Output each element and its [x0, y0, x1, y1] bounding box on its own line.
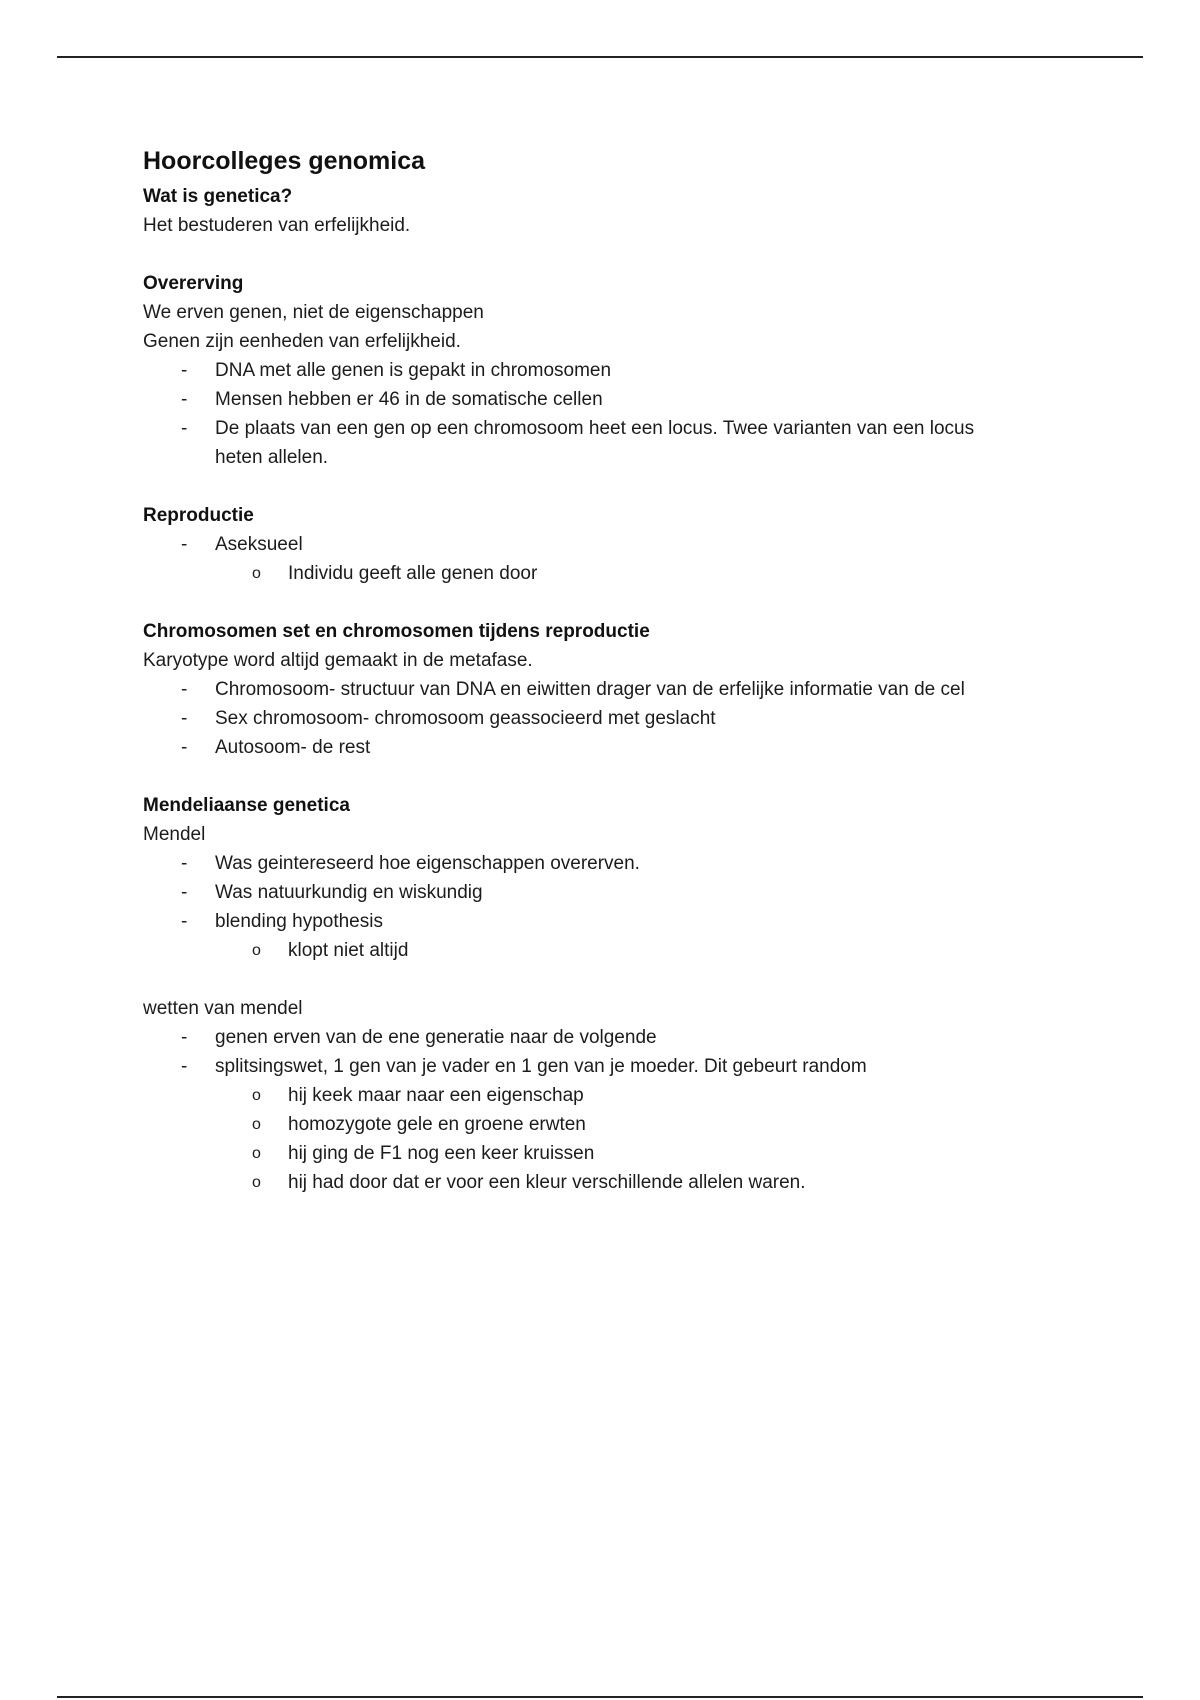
- paragraph: We erven genen, niet de eigenschappen: [143, 302, 484, 323]
- paragraph: Karyotype word altijd gemaakt in de metafase.: [143, 650, 533, 671]
- heading-mendeliaanse-genetica: Mendeliaanse genetica: [143, 795, 350, 816]
- list-item: - Chromosoom- structuur van DNA en eiwitten drager van de erfelijke informatie van de cel: [143, 675, 1005, 704]
- bullet-list: [143, 849, 1063, 965]
- list-item: - DNA met alle genen is gepakt in chromosomen: [143, 356, 1063, 385]
- paragraph: Genen zijn eenheden van erfelijkheid.: [143, 331, 461, 352]
- bullet-list: [143, 530, 1063, 588]
- list-item: - Aseksueel: [143, 530, 1063, 559]
- document-body: [143, 144, 1063, 1197]
- list-item: - De plaats van een gen op een chromosoom heet een locus. Twee varianten van een locus heten allelen.: [143, 414, 975, 472]
- footer-rule: [57, 1696, 1143, 1698]
- sub-list-item: o homozygote gele en groene erwten: [143, 1110, 1063, 1139]
- list-item: - Mensen hebben er 46 in de somatische cellen: [143, 385, 1063, 414]
- heading-overerving: Overerving: [143, 273, 244, 294]
- list-item: - Was natuurkundig en wiskundig: [143, 878, 1063, 907]
- header-rule: [57, 56, 1143, 58]
- sub-list-item: o hij ging de F1 nog een keer kruissen: [143, 1139, 1063, 1168]
- sub-list-item: o hij keek maar naar een eigenschap: [143, 1081, 1063, 1110]
- list-item: - Autosoom- de rest: [143, 733, 1063, 762]
- sub-list-item: o klopt niet altijd: [143, 936, 1063, 965]
- heading-wat-is-genetica: Wat is genetica?: [143, 186, 293, 207]
- sub-list-item: o Individu geeft alle genen door: [143, 559, 1063, 588]
- list-item: - Sex chromosoom- chromosoom geassocieerd met geslacht: [143, 704, 1063, 733]
- bullet-list: [143, 1023, 1063, 1197]
- heading-reproductie: Reproductie: [143, 505, 254, 526]
- list-item: - Was geintereseerd hoe eigenschappen overerven.: [143, 849, 1063, 878]
- heading-chromosomen: Chromosomen set en chromosomen tijdens reproductie: [143, 621, 650, 642]
- list-item: - splitsingswet, 1 gen van je vader en 1 gen van je moeder. Dit gebeurt random: [143, 1052, 1063, 1081]
- paragraph: Mendel: [143, 824, 206, 845]
- paragraph: Het bestuderen van erfelijkheid.: [143, 215, 411, 236]
- list-item: - blending hypothesis: [143, 907, 1063, 936]
- list-item: - genen erven van de ene generatie naar de volgende: [143, 1023, 1063, 1052]
- document-title: Hoorcolleges genomica: [143, 147, 426, 175]
- bullet-list: [143, 675, 1063, 762]
- sub-list-item: o hij had door dat er voor een kleur verschillende allelen waren.: [143, 1168, 1063, 1197]
- bullet-list: [143, 356, 1063, 472]
- paragraph-wetten-van-mendel: wetten van mendel: [143, 998, 303, 1019]
